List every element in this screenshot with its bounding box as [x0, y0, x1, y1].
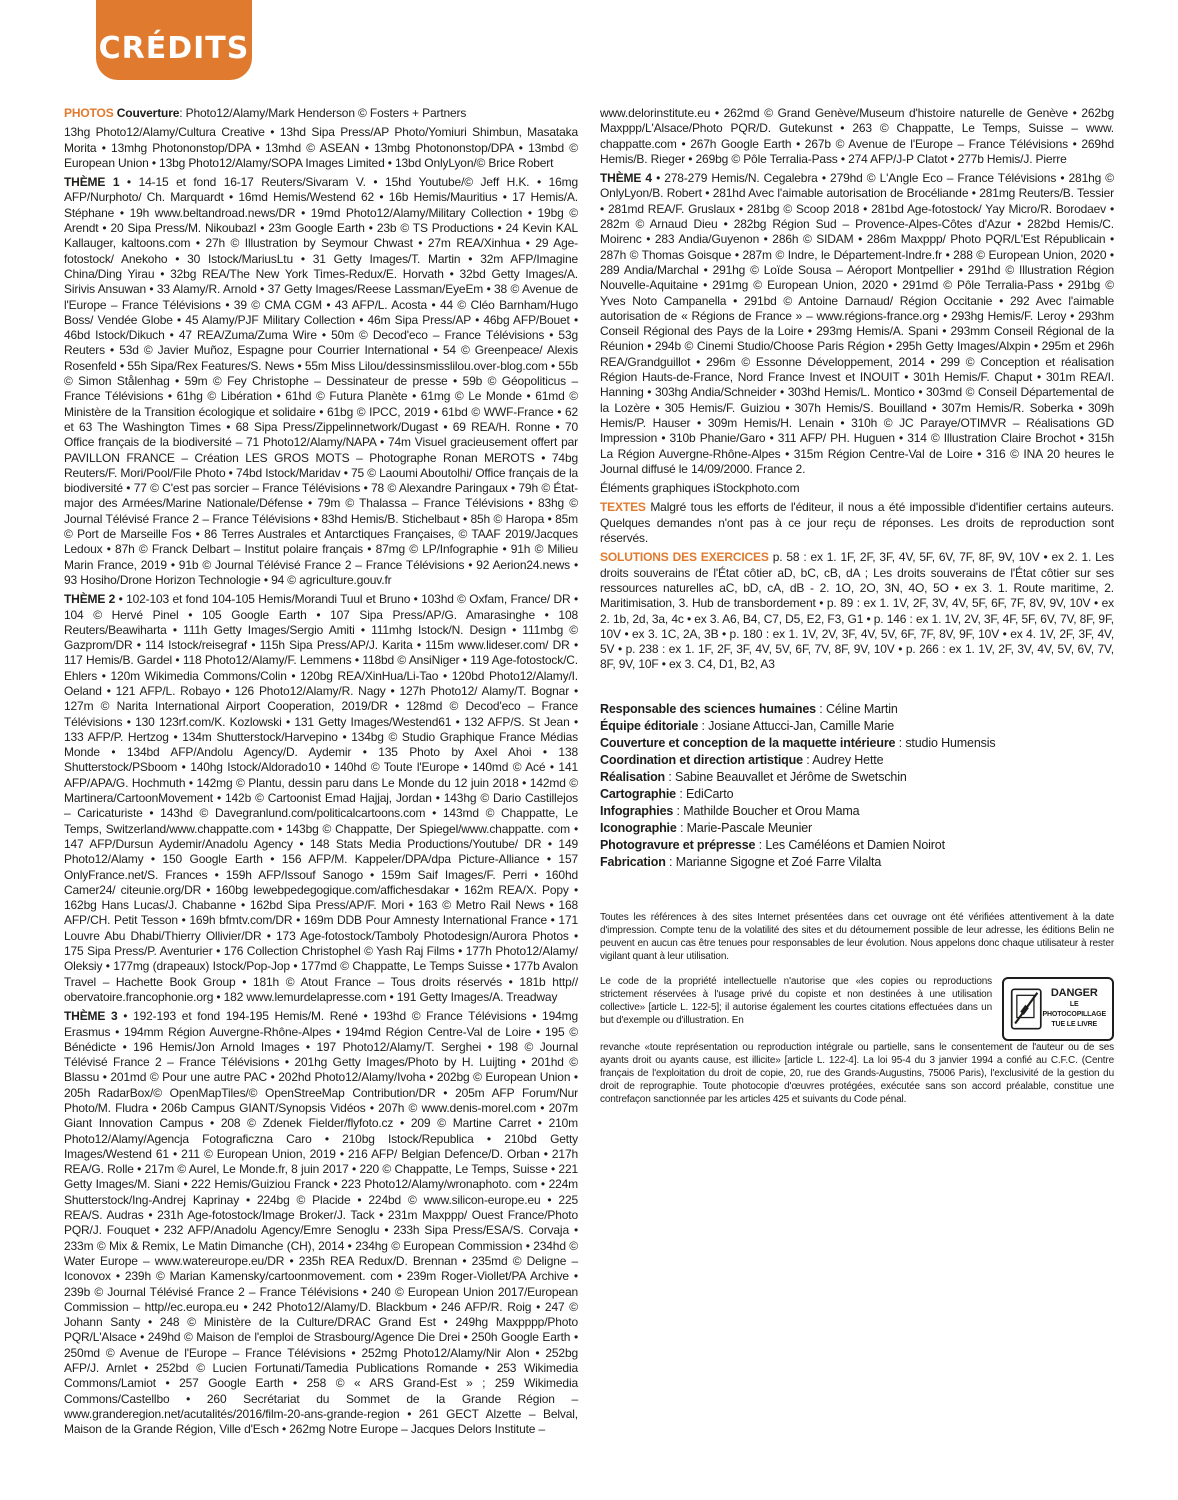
danger-photocopillage-logo — [1002, 977, 1114, 1041]
staff-role: Coordination et direction artistique — [600, 752, 803, 767]
staff-separator: : — [802, 752, 813, 767]
solutions-section — [600, 550, 1114, 672]
staff-separator: : — [665, 854, 676, 869]
staff-role: Cartographie — [600, 786, 676, 801]
theme4-credits — [600, 171, 1114, 477]
staff-role: Fabrication — [600, 854, 666, 869]
photos-heading: PHOTOS — [64, 106, 114, 120]
theme3-continuation: www.delorinstitute.eu • 262md © Grand Genève/Museum d'histoire naturelle de Genève • 262bg Maxppp/L'Alsace/Photo PQR/D. Gutekunst • 263 © Chappatte, Le Temps, Suisse – www. chappatte.com • 267h Google Earth • 267b © Avenue de l'Europe – France Télévisions • 269hd Hemis/B. Rieger • 269bg © Pôle Terralia-Pass • 274 AFP/J-P Clatot • 277b Hemis/J. Pierre — [600, 106, 1114, 166]
danger-title: DANGER — [1050, 986, 1098, 999]
cover-text: : Photo12/Alamy/Mark Henderson © Fosters + Partners — [179, 106, 467, 120]
theme3-text: • 192-193 et fond 194-195 Hemis/M. René • 193hd © France Télévisions • 194mg Erasmus • 194mm Région Auvergne-Rhône-Alpes • 194md Région Centre-Val de Loire • 195 © Bénédicte • 196 Hemis/Jon Arnold Images • 197 Photo12/Alamy/T. Serghei • 198 © Journal Télévisé France 2 – France Télévisions • 201hg Getty Images/Photo by H. Luijting • 201hd © Blassu • 201md © Pour une autre PAC • 202hd Photo12/Alamy/Ivoha • 202bg © European Union • 205h RadarBox/© OpenMapTiles/© OpenStreeMap Contribution/DR • 205m AFP Forum/Nur Photo/M. Fludra • 206b Campus GIANT/Synopsis Vidéos • 207h © www.denis-morel.com • 207m Giant Innovation Campus • 208 © Zdenek Fielder/flyfoto.cz • 209 © Martine Carret • 210m Photo12/Alamy/Agencja Fotograficzna Caro • 210bg Istock/Republica • 210bd Getty Images/Westend 61 • 211 © European Union, 2019 • 216 AFP/ Belgian Defence/D. Orban • 217h REA/G. Rolle • 217m © Aurel, Le Monde.fr, 8 juin 2017 • 220 © Chappatte, Le Temps, Suisse • 221 Getty Images/M. Siani • 222 Hemis/Guiziou Franck • 223 Photo12/Alamy/wronaphoto. com • 224m Shutterstock/Ing-Andrej Kaprinay • 224bg © Placide • 224bd © www.silicon-europe.eu • 225 REA/S. Audras • 231h Age-fotostock/Image Broker/J. Tack • 231m Maxppp/ Ouest France/Photo PQR/J. Fouquet • 232 AFP/Anadolu Agency/Emre Senoglu • 233h Sipa Press/ESA/S. Corvaja • 233m © Mix & Remix, Le Matin Dimanche (CH), 2014 • 234hg © European Commission • 234hd © Water Europe – www.watereurope.eu/DR • 235h REA Redux/D. Brennan • 235md © Deligne – Iconovox • 239h © Marian Kamensky/cartoonmovement. com • 239m Roger-Viollet/PA Archive • 239b © Journal Télévisé France 2 – France Télévisions • 240 © European Union 2017/European Commission – http//ec.europa.eu • 242 Photo12/Alamy/D. Blackbum • 246 AFP/R. Roig • 247 © Johann Santy • 248 © Ministère de la Culture/DRAC Grand Est • 249hg Maxpppp/Photo PQR/L'Alsace • 249hd © Maison de l'emploi de Strasbourg/Agence Die Drei • 250h Google Earth • 250md © Avenue de l'Europe – France Télévisions • 252mg Photo12/Alamy/Nir Alon • 252bg AFP/J. Arnlet • 252bd © Lucien Fortunati/Tamedia Publications Romande • 253 Wikimedia Commons/Lamiot • 257 Google Earth • 258 © « ARS Grand-Est » ; 259 Wikimedia Commons/Castellbo • 260 Secrétariat du Sommet de la Grande Région – www.granderegion.net/acutalités/2016/film-20-ans-grande-region • 261 GECT Alzette – Belval, Maison de la Grande Région, Ville d'Esch • 262mg Notre Europe – Jacques Delors Institute – — [64, 1009, 578, 1437]
page-title: CRÉDITS — [98, 31, 250, 66]
staff-role: Équipe éditoriale — [600, 718, 699, 733]
theme1-label: THÈME 1 — [64, 175, 120, 190]
staff-name: Les Caméléons et Damien Noirot — [765, 837, 945, 852]
theme2-credits — [64, 592, 578, 1005]
staff-list — [600, 701, 1114, 871]
staff-name: studio Humensis — [905, 735, 996, 750]
staff-separator: : — [673, 803, 684, 818]
staff-row — [600, 837, 1114, 854]
credits-left-column — [64, 106, 578, 1442]
staff-name: Sabine Beauvallet et Jérôme de Swetschin — [675, 769, 907, 784]
staff-name: Marie-Pascale Meunier — [686, 820, 813, 835]
staff-row — [600, 718, 1114, 735]
cover-label: Couverture — [116, 106, 180, 120]
staff-separator: : — [676, 786, 686, 801]
staff-name: EdiCarto — [685, 786, 734, 801]
staff-separator: : — [755, 837, 766, 852]
texts-notice — [600, 500, 1114, 546]
staff-role: Couverture et conception de la maquette intérieure — [600, 735, 896, 750]
staff-name: Marianne Sigogne et Zoé Farre Vilalta — [675, 854, 882, 869]
credits-title-tab — [96, 0, 252, 80]
staff-row — [600, 786, 1114, 803]
staff-role: Iconographie — [600, 820, 677, 835]
legal-notice-start: Le code de la propriété intellectuelle n'autorise que «les copies ou reproductions strictement réservées à l'usage privé du copiste et non destinées à une utilisation collective» [article L. 122-5]; il autorise également les courtes citations effectuées dans un but d'exemple ou d'illustration. En — [600, 975, 992, 1026]
staff-name: Mathilde Boucher et Orou Mama — [683, 803, 860, 818]
staff-row — [600, 854, 1114, 871]
staff-row — [600, 752, 1114, 769]
staff-role: Réalisation — [600, 769, 666, 784]
staff-row — [600, 735, 1114, 752]
solutions-heading: SOLUTIONS DES EXERCICES — [600, 550, 769, 565]
theme3-label: THÈME 3 — [64, 1009, 118, 1024]
theme3-credits — [64, 1009, 578, 1437]
internet-notice: Toutes les références à des sites Internet présentées dans cet ouvrage ont été vérifiées attentivement à la date d'impression. Compte tenu de la volatilité des sites et du détournement possible de leur adresse, les éditions Belin ne peuvent en aucun cas être tenues pour responsables de leur évolution. Nous appelons donc chaque utilisateur à rester vigilant quant à leur utilisation. — [600, 911, 1114, 962]
photocopy-warning-icon — [1010, 984, 1043, 1034]
staff-role: Photogravure et prépresse — [600, 837, 756, 852]
cover-extra-credits: 13hg Photo12/Alamy/Cultura Creative • 13hd Sipa Press/AP Photo/Yomiuri Shimbun, Masataka Morita • 13mhg Photononstop/DPA • 13mhd © ASEAN • 13mbg Photononstop/DPA • 13mbd © European Union • 13bg Photo12/Alamy/SOPA Images Limited • 13bd OnlyLyon/© Brice Robert — [64, 125, 578, 170]
staff-separator: : — [665, 769, 676, 784]
texts-heading: TEXTES — [600, 500, 646, 515]
staff-row — [600, 701, 1114, 718]
cover-credits — [64, 106, 578, 121]
staff-row — [600, 820, 1114, 837]
staff-name: Céline Martin — [825, 701, 898, 716]
danger-line3: TUE LE LIVRE — [1051, 1020, 1098, 1028]
danger-label — [1043, 988, 1107, 1030]
theme4-label: THÈME 4 — [600, 171, 652, 186]
theme2-label: THÈME 2 — [64, 592, 116, 607]
staff-row — [600, 803, 1114, 820]
staff-name: Josiane Attucci-Jan, Camille Marie — [708, 718, 895, 733]
credits-right-column — [600, 106, 1114, 1106]
legal-notice-block — [600, 975, 1114, 1041]
staff-separator: : — [815, 701, 826, 716]
danger-line1: LE — [1069, 1000, 1079, 1008]
theme1-text: • 14-15 et fond 16-17 Reuters/Sivaram V. • 15hd Youtube/© Jeff H.K. • 16mg AFP/Nurphoto/ Ch. Marquardt • 16md Hemis/Westend 62 • 16b Hemis/Mauritius • 17 Hemis/A. Stéphane • 19h www.beltandroad.news/DR • 19md Photo12/Alamy/Military Collection • 19bg © Arendt • 20 Sipa Press/M. Nikoubazl • 23m Google Earth • 23b © TS Productions • 24 Kevin KAL Kallauger, kaltoons.com • 27h © Illustration by Seymour Chwast • 27m REA/Xinhua • 29 Age-fotostock/ Anekoho • 30 Istock/MariusLtu • 31 Getty Images/T. Martin • 32m AFP/Imagine China/Ding Yirau • 32bg REA/The New York Times-Redux/E. Horvath • 32bd Getty Images/A. Sirivis Ansuwan • 33 Alamy/R. Arnold • 37 Getty Images/Reese Lassman/EyeEm • 38 © Avenue de l'Europe – France Télévisions • 39 © CMA CGM • 43 AFP/L. Acosta • 44 © Cléo Barnham/Hugo Boss/ Vendée Globe • 45 Alamy/PJF Military Collection • 46m Sipa Press/AP • 46bg AFP/Bouet • 46bd Istock/Dikuch • 47 REA/Zuma/Zuma Wire • 50m © Decod'eco – France Télévisions • 53g Reuters • 53d © Javier Muñoz, Espagne pour Courrier International • 54 © Greenpeace/ Alexis Rosenfeld • 55h Sipa/Rex Features/S. News • 55m Miss Lilou/dessinsmisslilou.over-blog.com • 55b © Simon Stålenhag • 59m © Fey Christophe – Dessinateur de presse • 59b © Géopoliticus – France Télévisions • 61hg © Libération • 61hd © Futura Planète • 61mg © Le Monde • 61md © Ministère de la Transition écologique et solidaire • 61bg © IPCC, 2019 • 61bd © WWF-France • 62 et 63 The Washington Times • 68 Sipa Press/Zippelinnetwork/Dugast • 69 REA/H. Ronne • 70 Office français de la biodiversité – 71 Photo12/Alamy/NAPA • 74m Visuel gracieusement offert par PAVILLON FRANCE – Création LES GROS MOTS – Photographe Ronan MEROTS • 74bg Reuters/F. Mori/Pool/File Photo • 74bd Istock/Maridav • 75 © Laoumi Aboutolhi/ Office français de la biodiversité • 77 © C'est pas sorcier – France Télévisions • 78 © Alexandre Paringaux • 79h © État-major des Armées/Marine Nationale/Défense • 79m © Thalassa – France Télévisions • 83hg © Journal Télévisé France 2 – France Télévisions • 83hd Hemis/B. Stichelbaut • 85h © Haropa • 85m © Port de Marseille Fos • 86 Terres Australes et Antarctiques Françaises, © TAAF 2019/Jacques Ledoux • 87h © Franck Delbart – Institut polaire français • 87mg © LP/Infographie • 91h © Milieu Marin France, 2019 • 91b © Journal Télévisé France 2 – France Télévisions • 92 Aerion24.news • 93 Hosiho/Drone Horizon Technologie • 94 © agriculture.gouv.fr — [64, 175, 578, 587]
staff-separator: : — [895, 735, 906, 750]
theme4-text: • 278-279 Hemis/N. Cegalebra • 279hd © L'Angle Eco – France Télévisions • 281hg © OnlyLyon/B. Robert • 281hd Avec l'aimable autorisation de Brocéliande • 281mg Reuters/B. Tessier • 281md REA/F. Gruslaux • 281bg © Scoop 2018 • 281bd Age-fotostock/ Yay Micro/R. Borodaev • 282m © Arnaud Dieu • 282bg Région Sud – Provence-Alpes-Côtes d'Azur • 282bd Hemis/C. Moirenc • 283 Andia/Guyenon • 286h © SIDAM • 286m Maxppp/ Photo PQR/L'Est Républicain • 287h © Thomas Goisque • 287m © Indre, le Département-Indre.fr • 288 © European Union, 2020 • 289 Andia/Marchal • 291hg © Loïde Sousa – Aéroport Montpellier • 291hd © Illustration Région Nouvelle-Aquitaine • 291mg © European Union, 2020 • 291md © Pôle Terralia-Pass • 291bg © Yves Noto Campanella • 291bd © Antoine Darnaud/ Région Occitanie • 292 Avec l'aimable autorisation de « Régions de France » – www.régions-france.org • 293hg Hemis/F. Leroy • 293hm Conseil Régional des Pays de la Loire • 293mg Hemis/A. Spani • 293mm Conseil Régional de la Réunion • 294b © Cinemi Studio/Choose Paris Région • 295h Getty Images/Alxpin • 295m et 296h REA/Grandguillot • 296m © Essonne Développement, 2014 • 299 © Conception et réalisation Région Hauts-de-France, Nord France Invest et INOUIT • 301h Hemis/F. Chaput • 301m REA/I. Hanning • 303hg Andia/Schneider • 303hd Hemis/L. Montico • 303md © Conseil Départemental de la Lozère • 305 Hemis/F. Guiziou • 307h Hemis/S. Bouilland • 307m Hemis/R. Soberka • 309h Hemis/P. Hauser • 309m Hemis/H. Lenain • 310h © JC Paraye/OTIMVR – Réalisations GD Impression • 310b Phanie/Garo • 311 AFP/ PH. Huguen • 314 © Illustration Claire Brochot • 315h La Région Auvergne-Rhône-Alpes • 315m Région Centre-Val de Loire • 316 © INA 20 heures le Journal diffusé le 14/09/2000. France 2. — [600, 171, 1114, 476]
graphics-credit: Éléments graphiques iStockphoto.com — [600, 481, 800, 496]
texts-body: Malgré tous les efforts de l'éditeur, il nous a été impossible d'identifier certains auteurs. Quelques demandes n'ont pas à ce jour reçu de réponses. Les droits de reproduction sont réservés. — [600, 500, 1114, 546]
solutions-body: p. 58 : ex 1. 1F, 2F, 3F, 4V, 5F, 6V, 7F, 8F, 9V, 10V • ex 2. 1. Les droits souverains de l'État côtier aD, bC, cB, dA ; Les droits souverains de l'État côtier sur ses ressources naturelles aC, bD, cA, dB - 2. 1O, 2O, 3N, 4O, 5O • ex 3. 1. Route maritime, 2. Maritimisation, 3. Hub de transbordement • p. 89 : ex 1. 1V, 2F, 3V, 4V, 5F, 6F, 7F, 8V, 9V, 10V • ex 2. 1b, 2d, 3a, 4c • ex 3. A6, B4, C7, D5, E2, F3, G1 • p. 146 : ex 1. 1V, 2V, 3F, 4F, 5F, 6V, 7V, 8F, 9F, 10V • ex 3. 1C, 2A, 3B • p. 180 : ex 1. 1V, 2V, 3F, 4V, 5V, 6F, 7F, 8V, 9F, 10V • ex 4. 1V, 2F, 3F, 4V, 5V • p. 238 : ex 1. 1F, 2F, 3F, 4V, 5V, 6F, 7V, 8F, 9V, 10V • p. 266 : ex 1. 1V, 2F, 3V, 4V, 5V, 6V, 7V, 8F, 9V, 10F • ex 3. C4, D1, B2, A3 — [600, 550, 1114, 672]
staff-role: Responsable des sciences humaines — [600, 701, 816, 716]
staff-separator: : — [676, 820, 687, 835]
theme1-credits — [64, 175, 578, 588]
theme2-text: • 102-103 et fond 104-105 Hemis/Morandi Tuul et Bruno • 103hd © Oxfam, France/ DR • 104 © Hervé Pinel • 105 Google Earth • 107 Sipa Press/AP/G. Amarasinghe • 108 Reuters/Beawiharta • 111h Getty Images/Sergio Amiti • 111mhg Istock/N. Design • 111mbg © Gazprom/DR • 114 Istock/reisegraf • 115h Sipa Press/AP/J. Karita • 115m www.lideser.com/ DR • 117 Hemis/B. Gardel • 118 Photo12/Alamy/F. Lemmens • 118bd © AnsiNiger • 119 Age-fotostock/C. Ehlers • 120m Wikimedia Commons/Colin • 120bg REA/XinHua/Li-Tao • 120bd Photo12/Alamy/I. Oeland • 121 AFP/L. Robayo • 126 Photo12/Alamy/R. Nagy • 127h Photo12/ Alamy/T. Bognar • 127m © Narita International Airport Cooperation, 2019/DR • 128md © Decod'eco – France Télévisions • 130 123rf.com/K. Kozlowski • 131 Getty Images/Westend61 • 132 AFP/S. St Jean • 133 AFP/P. Hertzog • 134m Shutterstock/Harvepino • 134bg © Studio Graphique France Médias Monde • 134bd AFP/Andolu Agency/D. Aydemir • 135 Photo by Axel Ahoi • 138 Shutterstock/PSboom • 140hg Istock/Aldorado10 • 140hd © Toute l'Europe • 140md © Acé • 141 AFP/APA/G. Hochmuth • 142mg © Plantu, dessin paru dans Le Monde du 12 juin 2018 • 142md © Martinera/CartoonMovement • 142b © Cartoonist Emad Hajjaj, Jordan • 143hg © Dario Castillejos – Caricaturiste • 143hd © Davegranlund.com/politicalcartoons.com • 143md © Chappatte, Le Temps, Switzerland/www.chappatte.com • 143bg © Chappatte, Der Spiegel/www.chappatte. com • 147 AFP/Dursun Aydemir/Anadolu Agency • 148 Stats Media Productions/Youtube/ DR • 149 Photo12/Alamy • 150 Google Earth • 156 AFP/M. Kappeler/DPA/dpa Picture-Alliance • 157 OnlyFrance.net/S. Frances • 159h AFP/Issouf Sanogo • 159m Saif Images/F. Perri • 160hd Camer24/ citeunie.org/DR • 160bg lewebpedegogique.com/affichesdakar • 162m REA/X. Popy • 162bg Hans Lucas/J. Chabanne • 162bd Sipa Press/AP/F. Mori • 163 © Metro Rail News • 168 AFP/CH. Petit Tesson • 169h bfmtv.com/DR • 169m DDB Pour Amnesty International France • 171 Louvre Abu Dhabi/Thierry Ollivier/DR • 173 Age-fotostock/Tamboly Photodesign/Aurora Photos • 175 Sipa Press/P. Aventurier • 176 Collection Christophel © Yash Raj Films • 177h Photo12/Alamy/ Oleksiy • 177mg (drapeaux) Istock/Pop-Jop • 177md © Chappatte, Le Temps Suisse • 177b Avalon Travel – Hachette Book Group • 181h © Atout France – Tous droits réservés • 181b http// obervatoire.francophonie.org • 182 www.lemurdelapresse.com • 191 Getty Images/A. Treadway — [64, 592, 578, 1004]
legal-notice-end: revanche «toute représentation ou reproduction intégrale ou partielle, sans le consentement de l'auteur ou de ses ayants droit ou ayants cause, est illicite» [article L. 122-4]. La loi 95-4 du 3 janvier 1994 a confié au C.F.C. (Centre français de l'exploitation du droit de copie, 20, rue des Grands-Augustins, 75006 Paris), l'exclusivité de la gestion du droit de reprographie. Toute photocopie d'œuvres protégées, exécutée sans son accord préalable, constitue une contrefaçon sanctionnée par les articles 425 et suivants du Code pénal. — [600, 1041, 1114, 1105]
staff-name: Audrey Hette — [812, 752, 884, 767]
danger-line2: PHOTOCOPILLAGE — [1042, 1010, 1106, 1018]
staff-row — [600, 769, 1114, 786]
staff-separator: : — [698, 718, 709, 733]
staff-role: Infographies — [600, 803, 674, 818]
